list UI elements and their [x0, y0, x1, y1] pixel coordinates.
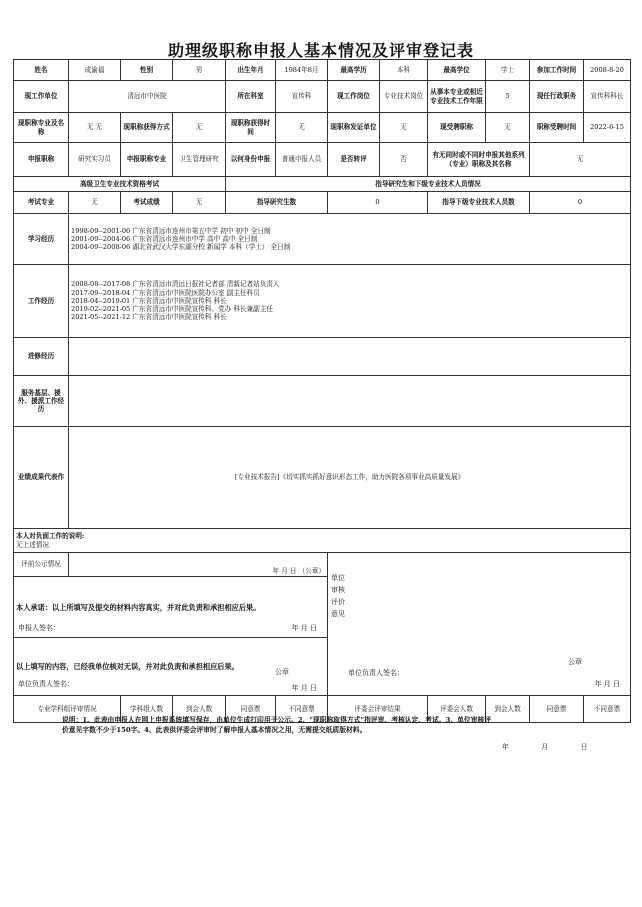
work-label: 工作经历	[14, 265, 69, 338]
committee-present-label: 到会人数	[486, 696, 530, 723]
grad-label: 指导研究生数	[226, 192, 328, 214]
hire-time-label: 职称受聘时间	[530, 113, 584, 143]
grad-value: 0	[328, 192, 428, 214]
training-value	[69, 338, 631, 376]
unit-opinion-date: 年 月 日	[594, 680, 620, 689]
footer-notes	[62, 716, 602, 736]
unit-opinion-label: 单位审核评价意见	[331, 574, 345, 618]
negative-row	[14, 529, 631, 553]
unit-opinion-cell	[328, 553, 631, 696]
achievement-label: 业绩成果代表作	[14, 427, 69, 529]
hire-time-value: 2022-6-15	[584, 113, 631, 143]
birth-label: 出生年月	[226, 60, 276, 81]
staff-label: 指导下级专业技术人员数	[428, 192, 530, 214]
negative-label: 本人对负面工作的说明:	[16, 532, 85, 541]
committee-total-label: 评委会人数	[428, 696, 486, 723]
name-label: 姓名	[14, 60, 69, 81]
work-history	[69, 265, 631, 338]
committee-review-label: 评委会评审结果	[328, 696, 428, 723]
birth-value: 1984年8月	[276, 60, 328, 81]
committee-agree-label: 同意票	[530, 696, 584, 723]
unit-opinion-seal: 公章	[568, 658, 582, 667]
footer-date-day: 日	[580, 743, 588, 751]
exam-header: 高级卫生专业技术资格考试	[14, 177, 226, 192]
cur-title-label: 现职称专业及名称	[14, 113, 69, 143]
issuer-value: 无	[380, 113, 428, 143]
footer-date-month: 月	[541, 743, 549, 751]
service-row	[14, 376, 631, 427]
work-line: 2008-08--2017-08 广东省清远市清远日报社记者部 清新记者站负责人	[71, 280, 280, 289]
unit-label: 现工作单位	[14, 81, 69, 113]
negative-cell	[14, 529, 631, 553]
work-line: 2017-09--2018-04 广东省清远市中医院医院办公室 副主任科员	[71, 288, 260, 297]
work-row	[14, 265, 631, 338]
gender-value: 男	[173, 60, 226, 81]
guide-header: 指导研究生和下级专业技术人员情况	[226, 177, 631, 192]
unit-info-row	[14, 81, 631, 113]
work-line: 2019-02--2021-05 广东省清远市中医院宣传科、党办 科长兼副主任	[71, 305, 273, 314]
footer-note-line: 价意见字数不少于150字。4、此表供评委会评审时了解申报人基本情况之用，无需提交纸质版材料。	[62, 725, 367, 734]
work-line: 2021-05--2021-12 广东省清远市中医院宣传科 科长	[71, 313, 227, 322]
post-label: 现工作岗位	[328, 81, 380, 113]
exam-major-label: 考试专业	[14, 192, 69, 214]
training-row	[14, 338, 631, 376]
achievement-row	[14, 427, 631, 529]
obtain-label: 现职称获得方式	[121, 113, 173, 143]
service-label: 服务基层、援外、援派工作经历	[14, 376, 69, 427]
staff-value: 0	[530, 192, 631, 214]
study-history	[69, 214, 631, 265]
years-value: 5	[486, 81, 530, 113]
identity-label: 以何身份申报	[226, 143, 276, 177]
work-line: 2018-04--2019-01 广东省清远市中医院宣传科 科长	[71, 296, 227, 305]
basic-info-row	[14, 60, 631, 81]
study-line: 1998-09--2001-06 广东省清远市连州市第五中学 初中 初中 全日制	[71, 226, 271, 235]
work-start-value: 2008-8-20	[584, 60, 631, 81]
education-label: 最高学历	[328, 60, 380, 81]
gender-label: 性别	[121, 60, 173, 81]
study-line: 2001-09--2004-06 广东省清远市连州市中学 高中 高中 全日制	[71, 234, 258, 243]
transfer-label: 是否转评	[328, 143, 380, 177]
footer-date	[502, 742, 617, 752]
issuer-label: 现职称发证单位	[328, 113, 380, 143]
unit-check-cell	[14, 637, 328, 695]
transfer-value: 否	[380, 143, 428, 177]
obtain-time-value: 无	[276, 113, 328, 143]
admin-label: 现任行政职务	[530, 81, 584, 113]
footer-date-year: 年	[502, 743, 509, 751]
committee-disagree-label: 不同意票	[584, 696, 631, 723]
hire-value: 无	[486, 113, 530, 143]
apply-title-label: 申报职称	[14, 143, 69, 177]
negative-text: 无上述情况	[16, 540, 49, 549]
years-label: 从事本专业或相近专业技术工作年限	[428, 81, 486, 113]
group-review-label: 专业学科组评审情况	[14, 696, 121, 723]
cur-title-value: 无 无	[69, 113, 121, 143]
publicity-date: 年 月 日 （公章）	[69, 553, 328, 577]
group-disagree-label: 不同意票	[276, 696, 328, 723]
registration-table	[13, 59, 631, 723]
apply-major-value: 卫生管理研究	[173, 143, 226, 177]
post-value: 专业技术岗位	[380, 81, 428, 113]
exam-score-label: 考试成绩	[121, 192, 173, 214]
dept-label: 所在科室	[226, 81, 276, 113]
other-value: 无	[530, 143, 631, 177]
dept-value: 宣传科	[276, 81, 328, 113]
obtain-value: 无	[173, 113, 226, 143]
section-header-row	[14, 177, 631, 192]
hire-label: 现受聘职称	[428, 113, 486, 143]
pledge-text: 本人承诺：以上所填写及提交的材料内容真实，并对此负责和承担相应后果。	[16, 602, 261, 612]
apply-title-value: 研究实习员	[69, 143, 121, 177]
publicity-label: 评前公示情况	[14, 553, 69, 577]
exam-major-value: 无	[69, 192, 121, 214]
identity-value: 普通申报人员	[276, 143, 328, 177]
pledge-sign: 申报人签名：	[18, 623, 60, 632]
pledge-date: 年 月 日	[291, 623, 317, 632]
unit-check-date: 年 月 日	[291, 684, 317, 693]
education-value: 本科	[380, 60, 428, 81]
footer-note-line: 说明：1、此表由申报人在网上申报系统填写保存，由单位生成打印用于公示。2、"现职称取得方式"指评审、考核认定、考试。3、单位审核评	[62, 716, 492, 724]
publicity-row	[14, 553, 631, 577]
unit-check-sign: 单位负责人签名：	[18, 680, 74, 689]
other-label: 有无同时或不同时申报其他系列（专业）职称及其名称	[428, 143, 530, 177]
service-value	[69, 376, 631, 427]
obtain-time-label: 现职称获得时间	[226, 113, 276, 143]
unit-check-text: 以上填写的内容，已经我单位核对无误，并对此负责和承担相应后果。	[16, 662, 239, 672]
group-present-label: 到会人数	[173, 696, 226, 723]
exam-score-value: 无	[173, 192, 226, 214]
training-label: 进修经历	[14, 338, 69, 376]
study-line: 2004-09--2008-06 湖北省武汉大学东湖分校 新闻学 本科（学士） 全日制	[71, 243, 291, 252]
unit-value: 清远市中医院	[69, 81, 226, 113]
degree-value: 学士	[486, 60, 530, 81]
unit-opinion-sign: 单位负责人签名：	[348, 669, 404, 678]
work-start-label: 参加工作时间	[530, 60, 584, 81]
group-agree-label: 同意票	[226, 696, 276, 723]
admin-value: 宣传科科长	[584, 81, 631, 113]
achievement-value: [专业技术报告]《切实抓实抓好意识形态工作，助力医院各项事业高质量发展》	[69, 427, 631, 529]
study-row	[14, 214, 631, 265]
pledge-cell	[14, 577, 328, 637]
degree-label: 最高学位	[428, 60, 486, 81]
page-title: 助理级职称申报人基本情况及评审登记表	[167, 41, 474, 60]
name-value: 成渝福	[69, 60, 121, 81]
study-label: 学习经历	[14, 214, 69, 265]
application-row	[14, 143, 631, 177]
unit-check-seal: 公章	[275, 668, 289, 677]
group-total-label: 学科组人数	[121, 696, 173, 723]
current-title-row	[14, 113, 631, 143]
apply-major-label: 申报职称专业	[121, 143, 173, 177]
exam-guide-row	[14, 192, 631, 214]
